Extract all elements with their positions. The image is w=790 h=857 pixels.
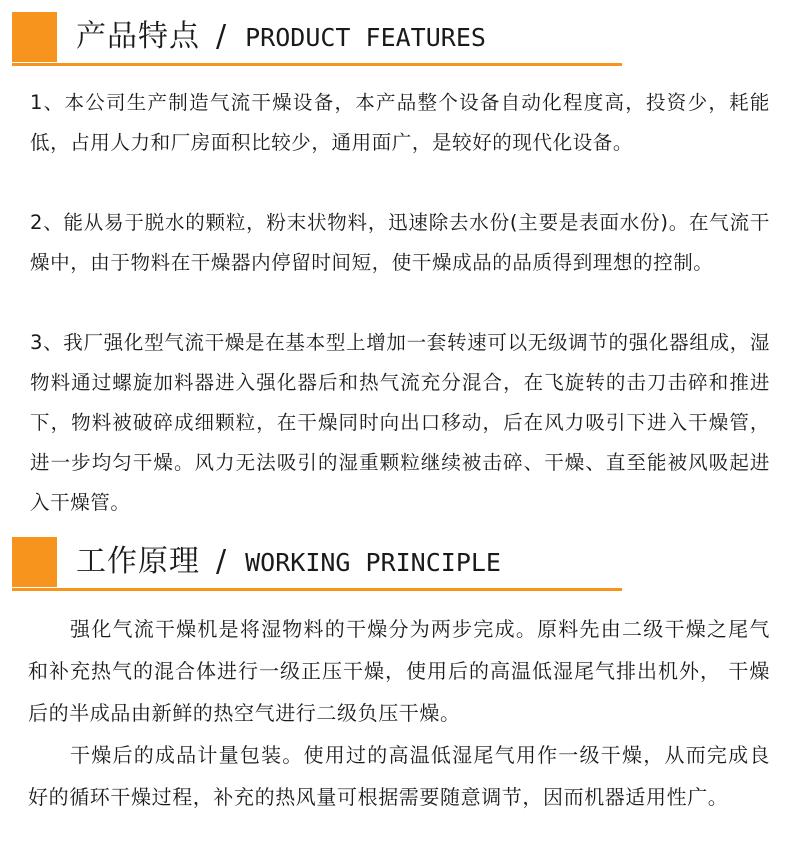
header-accent-block [12, 12, 57, 62]
header-underline [12, 588, 622, 591]
section-title [76, 20, 486, 55]
section-title-en: PRODUCT FEATURES [245, 23, 486, 52]
header-accent-block [12, 537, 57, 587]
header-underline [12, 63, 622, 66]
feature-item-1: 1、本公司生产制造气流干燥设备，本产品整个设备自动化程度高，投资少，耗能低，占用人力和厂房面积比较少，通用面广，是较好的现代化设备。 [30, 91, 770, 154]
principle-paragraph-1: 强化气流干燥机是将湿物料的干燥分为两步完成。原料先由二级干燥之尾气和补充热气的混合体进行一级正压干燥，使用后的高温低湿尾气排出机外， 干燥后的半成品由新鲜的热空气进行二级负压干燥。 [28, 617, 770, 725]
feature-item-3: 3、我厂强化型气流干燥是在基本型上增加一套转速可以无级调节的强化器组成，湿物料通过螺旋加料器进入强化器后和热气流充分混合，在飞旋转的击刀击碎和推进下，物料被破碎成细颗粒，在干燥同时向出口移动，后在风力吸引下进入干燥管，进一步均匀干燥。风力无法吸引的湿重颗粒继续被击碎、干燥、直至能被风吸起进入干燥管。 [30, 331, 770, 514]
principle-paragraph-2: 干燥后的成品计量包装。使用过的高温低湿尾气用作一级干燥，从而完成良好的循环干燥过程，补充的热风量可根据需要随意调节，因而机器适用性广。 [28, 743, 770, 809]
title-separator: / [216, 19, 228, 54]
feature-item-2: 2、能从易于脱水的颗粒，粉末状物料，迅速除去水份(主要是表面水份)。在气流干燥中，由于物料在干燥器内停留时间短，使干燥成品的品质得到理想的控制。 [30, 211, 770, 274]
section-title-cn: 产品特点 [76, 19, 200, 54]
title-separator: / [216, 544, 228, 579]
section-title-cn: 工作原理 [76, 544, 200, 579]
section-title-en: WORKING PRINCIPLE [245, 548, 501, 577]
product-features-header [12, 12, 622, 66]
working-principle-header [12, 537, 622, 591]
section-title [76, 545, 501, 580]
